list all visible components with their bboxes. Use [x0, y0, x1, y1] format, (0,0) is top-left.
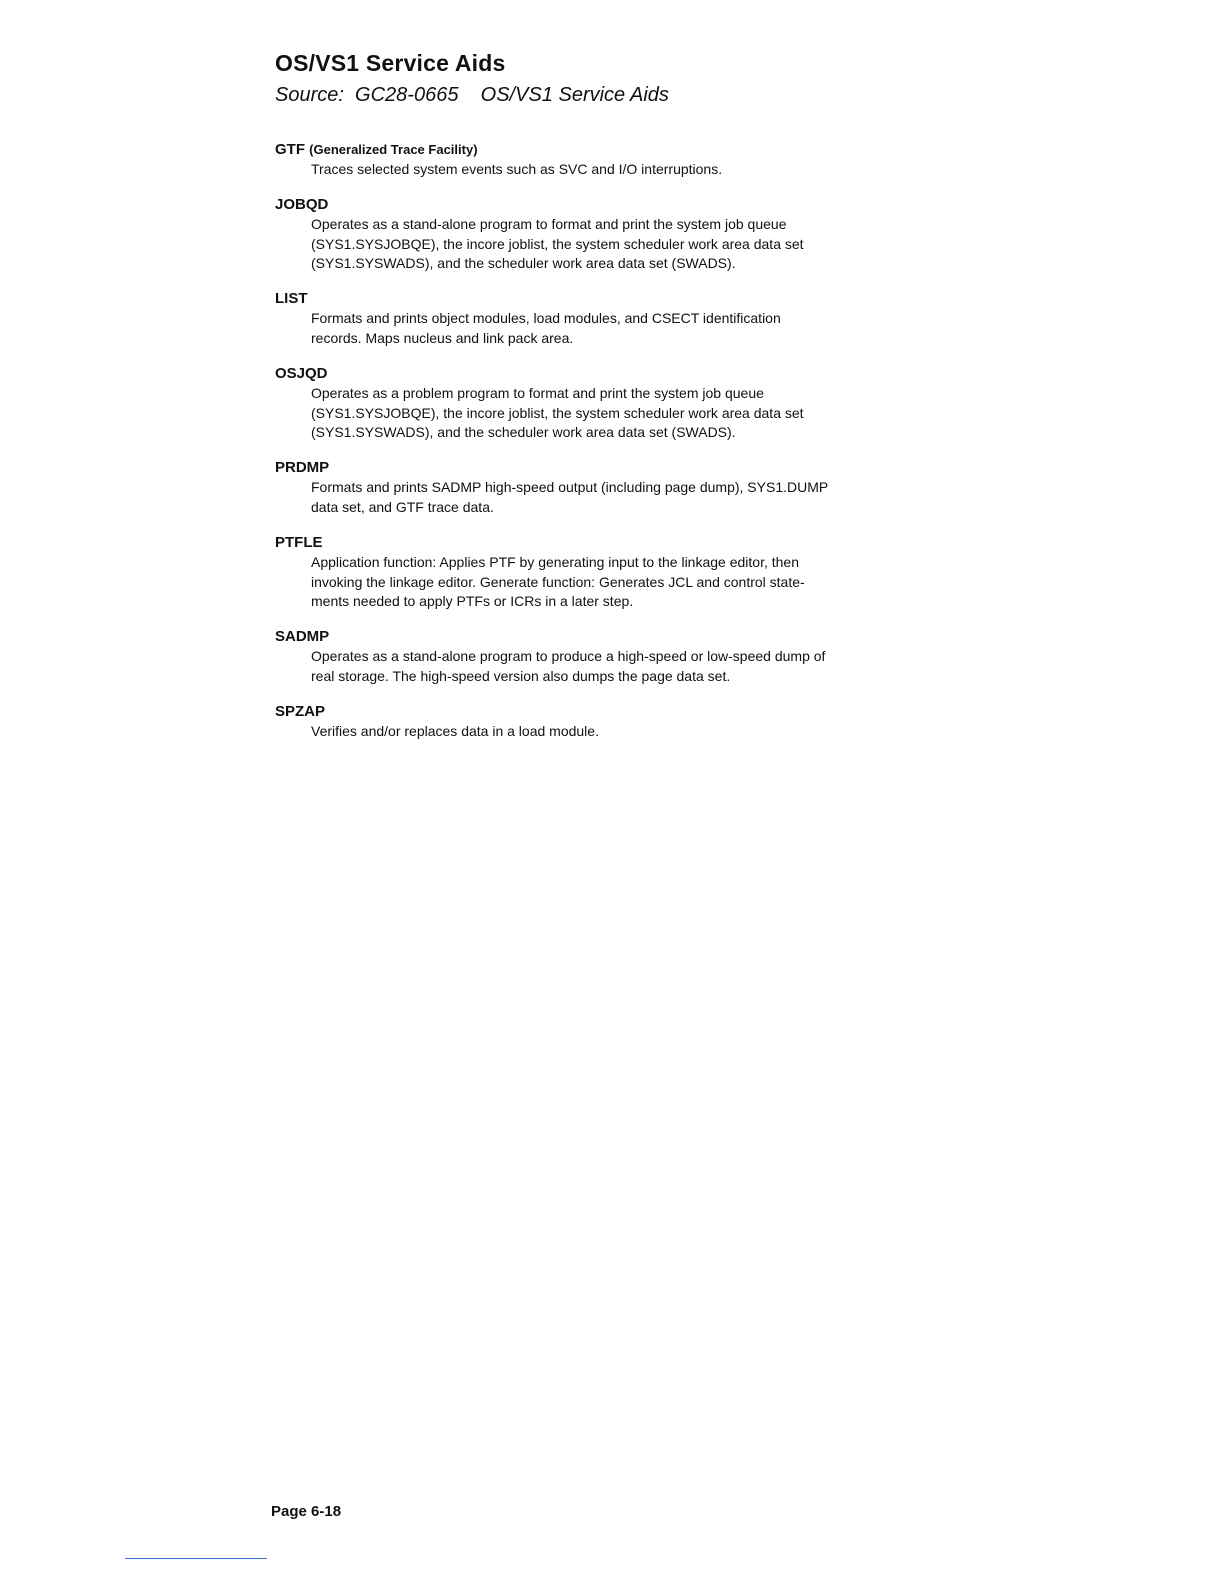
entry-title: [275, 364, 921, 383]
entry-name: SADMP: [275, 628, 330, 646]
entry-sadmp: [275, 627, 921, 687]
entry-title: [275, 458, 921, 477]
service-aids-list: [275, 140, 921, 757]
entry-jobqd: [275, 195, 921, 274]
entry-description: Operates as a stand-alone program to format and print the system job queue (SYS1.SYSJOBQE), the incore joblist, the system scheduler work area data set (SYS1.SYSWADS), and the scheduler work area data set (SWADS).: [311, 215, 804, 272]
entry-title: [275, 702, 921, 721]
entry-description: Formats and prints SADMP high-speed output (including page dump), SYS1.DUMP data set, and GTF trace data.: [311, 479, 829, 515]
entry-list: [275, 289, 921, 349]
entry-name: PTFLE: [275, 533, 323, 551]
entry-title: [275, 289, 921, 308]
entry-name-suffix: (Generalized Trace Facility): [309, 142, 478, 157]
entry-title: [275, 533, 921, 552]
entry-title: [275, 140, 921, 159]
entry-description: Application function: Applies PTF by generating input to the linkage editor, then invoking the linkage editor. Generate function: Generates JCL and control state- ments needed to apply PTFs or ICRs in a later step.: [311, 553, 805, 610]
entry-description: Operates as a problem program to format and print the system job queue (SYS1.SYSJOBQE), the incore joblist, the system scheduler work area data set (SYS1.SYSWADS), and the scheduler work area data set (SWADS).: [311, 384, 804, 441]
entry-name: LIST: [275, 290, 308, 308]
entry-description: Verifies and/or replaces data in a load module.: [311, 722, 599, 739]
footer-rule: [125, 1558, 267, 1559]
entry-description: Formats and prints object modules, load modules, and CSECT identification records. Maps nucleus and link pack area.: [311, 310, 781, 346]
entry-prdmp: [275, 458, 921, 518]
page-source: Source: GC28-0665 OS/VS1 Service Aids: [275, 84, 669, 106]
entry-title: [275, 627, 921, 646]
entry-spzap: [275, 702, 921, 742]
page-title: OS/VS1 Service Aids: [275, 50, 506, 76]
entry-name: PRDMP: [275, 459, 330, 477]
entry-name: GTF: [275, 141, 305, 158]
entry-description: Traces selected system events such as SVC and I/O interruptions.: [311, 161, 723, 177]
entry-osjqd: [275, 364, 921, 443]
entry-ptfle: [275, 533, 921, 612]
entry-description: Operates as a stand-alone program to produce a high-speed or low-speed dump of real storage. The high-speed version also dumps the page data set.: [311, 648, 826, 684]
entry-title: [275, 195, 921, 214]
entry-name: SPZAP: [275, 702, 326, 720]
page-number: Page 6-18: [271, 1503, 342, 1520]
entry-name: JOBQD: [275, 195, 329, 213]
entry-name: OSJQD: [275, 364, 328, 382]
entry-gtf: [275, 140, 921, 180]
